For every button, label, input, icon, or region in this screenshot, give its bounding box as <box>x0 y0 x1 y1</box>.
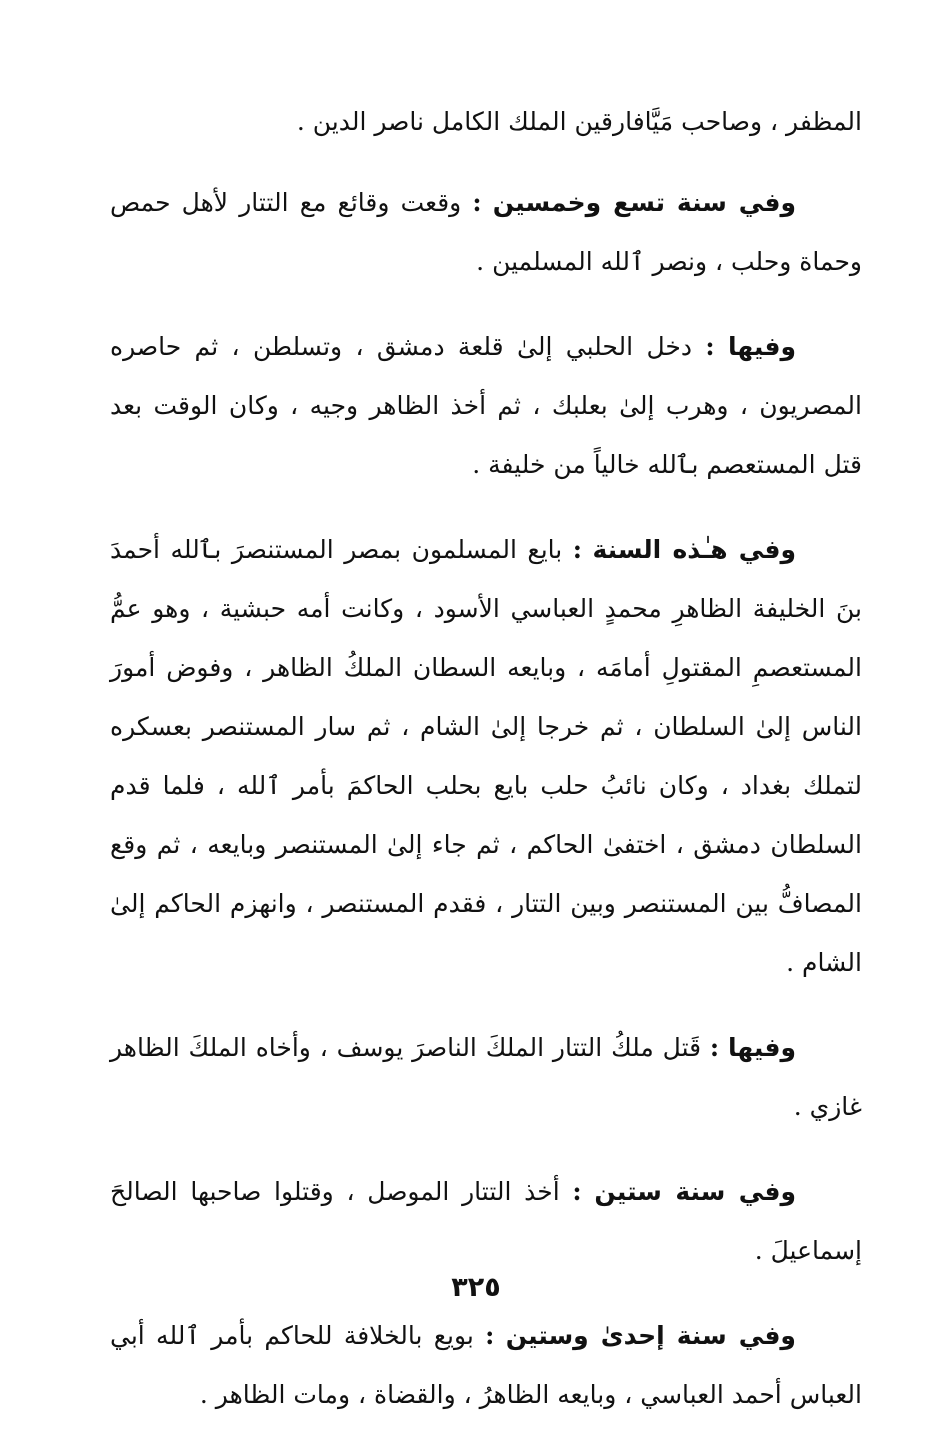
paragraph-3-text: دخل الحلبي إلىٰ قلعة دمشق ، وتسلطن ، ثم حاصره المصريون ، وهرب إلىٰ بعلبك ، ثم أخذ الظاهر وجيه ، وكان الوقت بعد قتل المستعصم بٱلله خالياً من خليفة . <box>110 332 862 479</box>
paragraph-7-separator: : <box>485 1321 495 1350</box>
paragraph-2-text: وقعت وقائع مع التتار لأهل حمص وحماة وحلب ، ونصر ٱلله المسلمين . <box>110 188 862 276</box>
paragraph-1-text: المظفر ، وصاحب مَيَّافارقين الملك الكامل ناصر الدين . <box>296 107 862 136</box>
paragraph-6-text: أخذ التتار الموصل ، وقتلوا صاحبها الصالحَ إسماعيلَ . <box>110 1177 862 1265</box>
paragraph-3 <box>110 317 862 494</box>
paragraph-5-separator: : <box>709 1033 720 1062</box>
paragraph-5-lead: وفيها <box>728 1033 797 1062</box>
paragraph-2 <box>110 173 862 291</box>
paragraph-7 <box>110 1306 862 1424</box>
paragraph-2-separator: : <box>472 188 482 217</box>
paragraph-5-text: قَتل ملكُ التتار الملكَ الناصرَ يوسف ، وأخاه الملكَ الظاهر غازي . <box>110 1033 862 1121</box>
paragraph-3-separator: : <box>705 332 715 361</box>
paragraph-2-lead: وفي سنة تسع وخمسين <box>492 188 796 217</box>
paragraph-4-separator: : <box>572 535 582 564</box>
paragraph-6-lead: وفي سنة ستين <box>594 1177 797 1206</box>
paragraph-4 <box>110 520 862 992</box>
paragraph-6-separator: : <box>572 1177 582 1206</box>
paragraph-7-text: بويع بالخلافة للحاكم بأمر ٱلله أبي العباس أحمد العباسي ، وبايعه الظاهرُ ، والقضاة ، ومات الظاهر . <box>110 1321 862 1409</box>
paragraph-5 <box>110 1018 862 1136</box>
paragraph-6 <box>110 1162 862 1280</box>
paragraph-7-lead: وفي سنة إحدىٰ وستين <box>505 1321 796 1350</box>
paragraph-3-lead: وفيها <box>727 332 796 361</box>
paragraph-1 <box>110 92 862 151</box>
paragraph-4-lead: وفي هـٰذه السنة <box>592 535 797 564</box>
page-body <box>110 92 862 1450</box>
page-number: ٣٢٥ <box>451 1272 501 1303</box>
paragraph-4-text: بايع المسلمون بمصر المستنصرَ بٱلله أحمدَ بنَ الخليفة الظاهرِ محمدٍ العباسي الأسود ، وكانت أمه حبشية ، وهو عمُّ المستعصمِ المقتولِ أمامَه ، وبايعه السطان الملكُ الظاهر ، وفوض أمورَ الناس إلىٰ السلطان ، ثم خرجا إلىٰ الشام ، ثم سار المستنصر بعسكره لتملك بغداد ، وكان نائبُ حلب بايع بحلب الحاكمَ بأمر ٱلله ، فلما قدم السلطان دمشق ، اختفىٰ الحاكم ، ثم جاء إلىٰ المستنصر وبايعه ، ثم وقع المصافُّ بين المستنصر وبين التتار ، فقدم المستنصر ، وانهزم الحاكم إلىٰ الشام . <box>110 535 862 977</box>
